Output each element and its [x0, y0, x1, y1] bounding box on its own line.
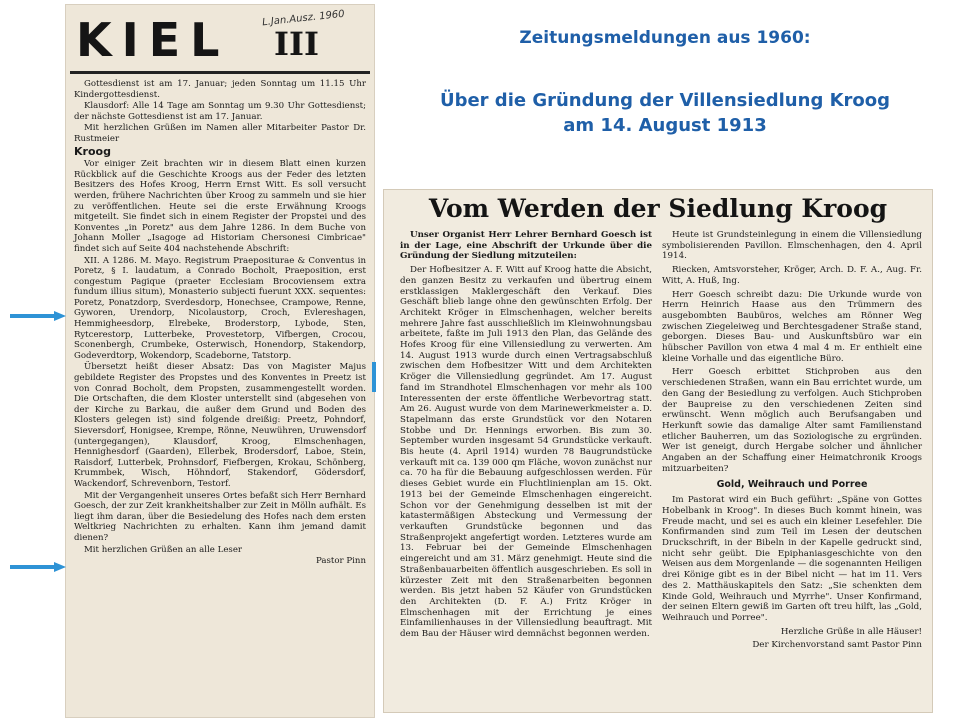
subtitle-line-2: am 14. August 1913 [563, 115, 767, 136]
paragraph: Klausdorf: Alle 14 Tage am Sonntag um 9.30 Uhr Gottesdienst; der nächste Gottesdienst ist am 17. Januar. [74, 101, 366, 122]
clipping-headline: Vom Werden der Siedlung Kroog [428, 194, 888, 223]
paragraph: Herr Goesch erbittet Stichproben aus den verschiedenen Straßen, wann ein Bau errichtet wurde, um den Gang der Besiedlung zu verfolgen. Auch Stichproben der Baupreise zu den verschiedenen Zeiten sind erwünscht. Wenn möglich auch Berufsangaben und Herkunft sowie das damalige Alter samt Familienstand etlicher Bauherren, um das Soziologische zu ergründen. Wer ist geneigt, durch Hergabe solcher und ähnlicher Angaben an der Schaffung einer Heimatchronik Kroogs mitzuarbeiten? [662, 367, 922, 474]
closing-greeting: Herzliche Grüße in alle Häuser! [780, 626, 922, 637]
paragraph: Heute ist Grundsteinlegung in einem die Villensiedlung symbolisierenden Pavillon. Elmschenhagen, den 4. April 1914. [662, 230, 922, 262]
masthead: KIEL [76, 13, 230, 67]
paragraph: Im Pastorat wird ein Buch geführt: „Späne von Gottes Hobelbank in Kroog". In dieses Buch kommt hinein, was Freude macht, und sei es auch ein kleiner Lesefehler. Die Konfirmanden sind zum Teil im Lesen der deutschen Druckschrift, in der Bibeln in der Kapelle gedruckt sind, nicht sehr geübt. Die Epiphaniasgeschichte von den Weisen aus dem Morgenlande — die sogenannten Heiligen drei Könige gibt es in der Bibel nicht — hat im 11. Vers des 2. Matthäuskapitels den Satz: „Sie schenkten dem Kinde Gold, Weihrauch und Myrrhe". Unser Konfirmand, der seinen Eltern gewiß im Garten oft treu hilft, las „Gold, Weihrauch und Porree". [662, 495, 922, 623]
signature: Pastor Pinn [316, 556, 366, 567]
newspaper-clipping-siedlung [384, 190, 932, 712]
masthead-rule [70, 71, 370, 74]
signatories: Riecken, Amtsvorsteher, Kröger, Arch. D. F. A., Aug. Fr. Witt, A. Huß, Ing. [662, 265, 922, 286]
lead-paragraph: Unser Organist Herr Lehrer Bernhard Goesch ist in der Lage, eine Abschrift der Urkunde über die Gründung der Siedlung mitzuteilen: [400, 230, 652, 262]
paragraph: Vor einiger Zeit brachten wir in diesem Blatt einen kurzen Rückblick auf die Geschichte Kroogs aus der Feder des letzten Besitzers des Hofes Kroog, Herrn Ernst Witt. Es soll versucht werden, frühere Nachrichten über Kroog zu sammeln und sie hier zu veröffentlichen. Heute sei die erste Erwähnung Kroogs mitgeteilt. Sie findet sich in einem Register der Propstei und des Konventes „in Poretz" aus dem Jahre 1286. In dem Buche von Johann Moller „Isagoge ad Historiam Chersonesi Cimbricae" findet sich auf Seite 404 nachstehende Abschrift: [74, 159, 366, 254]
handwritten-note: L.Jan.Ausz. 1960 [261, 8, 346, 29]
paragraph: Übersetzt heißt dieser Absatz: Das von Magister Majus gebildete Register des Propstes und des Konventes in Preetz ist von Conrad Bocholt, dem Propsten, zusammengestellt worden. Die Ortschaften, die dem Kloster unterstellt sind (abgesehen von der Kirche zu Barkau, die außer dem Grund und Boden des Klosters gelegen ist) sind folgende dreißig: Preetz, Pohndorf, Sieversdorf, Honigsee, Krempe, Rönne, Neuwühren, Uruwensdorf (untergegangen), Klausdorf, Kroog, Elmschenhagen, Hennighesdorf (Gaarden), Ellerbek, Brodersdorf, Laboe, Stein, Raisdorf, Lutterbek, Prohnsdorf, Fiefbergen, Krokau, Schönberg, Krummbek, Wisch, Höhndorf, Stakendorf, Gödersdorf, Wackendorf, Schrevenborn, Testorf. [74, 362, 366, 489]
paragraph: Gottesdienst ist am 17. Januar; jeden Sonntag um 11.15 Uhr Kindergottesdienst. [74, 79, 366, 100]
slide-title: Zeitungsmeldungen aus 1960: [519, 28, 811, 48]
vertical-marker [372, 362, 376, 392]
paragraph: Mit herzlichen Grüßen im Namen aller Mitarbeiter Pastor Dr. Rustmeier [74, 123, 366, 144]
clipping-body [74, 79, 366, 568]
paragraph-latin-register: XII. A 1286. M. Mayo. Registrum Praepositurae & Conventus in Poretz, § I. laudatum, a Conrado Bocholt, Praeposition, erst congestum Pagique (praeter Ecclesiam Brocoviensem extra fundum illius situm), Monasterio subjecti fuerunt XXX. sequentes: Poretz, Ponatzdorp, Sverdesdorp, Honechsee, Crampowe, Renne, Gyworen, Urendorp, Nicolaustorp, Croch, Evlereshagen, Hemmigheesdorp, Elrebeke, Broderstorp, Lybode, Sten, Rytcerestorp, Lutterbeke, Provestetorp, Vifbergen, Crocou, Sconenbergh, Crumbeke, Osterwisch, Honendorp, Stakendorp, Godeverdtorp, Wokendorp, Scadeborne, Tatstorp. [74, 255, 366, 361]
arrow-right-icon [10, 562, 66, 572]
section-heading: Gold, Weihrauch und Porree [716, 479, 868, 491]
paragraph: Mit der Vergangenheit unseres Ortes befaßt sich Herr Bernhard Goesch, der zur Zeit krankheitshalber zur Zeit in Mölln aufhält. Es liegt ihm daran, über die Besiedelung des Hofes nach dem ersten Weltkrieg Nachrichten zu erhalten. Kann ihm jemand damit dienen? [74, 490, 366, 543]
subtitle-line-1: Über die Gründung der Villensiedlung Kroog [439, 90, 891, 111]
masthead-number: III [274, 25, 319, 63]
section-heading: Kroog [74, 144, 111, 158]
arrow-right-icon [10, 311, 66, 321]
paragraph: Herr Goesch schreibt dazu: Die Urkunde wurde von Herrn Heinrich Haase aus den Trümmern des ausgebombten Baubüros, welches am Rönner Weg zwischen Ziegeleiweg und Berchtesgadener Straße stand, geborgen. Dieses Bau- und Auskunftsbüro war ein hübscher Pavillon von etwa 4 mal 4 m. Er enthielt eine kleine Vorhalle und das eigentliche Büro. [662, 289, 922, 364]
paragraph: Mit herzlichen Grüßen an alle Leser [84, 544, 243, 555]
paragraph: Der Hofbesitzer A. F. Witt auf Kroog hatte die Absicht, den ganzen Besitz zu verkaufen und übertrug einem erstklassigen Maklergeschäft den Verkauf. Dies Geschäft blieb lange ohne den gewünschten Erfolg. Der Architekt Kröger in Elmschenhagen, welcher bereits mehrere Jahre fast ausschließlich im Kleinwohnungsbau arbeitete, faßte im Juli 1913 den Plan, das Gelände des Hofes Kroog für eine Villensiedlung zu verwerten. Am 14. August 1913 wurde durch einen Vertragsabschluß zwischen dem Hofbesitzer Witt und dem Architekten Kröger die Villensiedlung gegründet. Am 17. August fand im Strandhotel Elmschenhagen vor mehr als 100 Interessenten der erste öffentliche Werbevortrag statt. Am 26. August wurde von dem Marinewerkmeister a. D. Stapelmann das erste Grundstück vor den Notaren Stobbe und Dr. Hennings erworben. Bis zum 30. September wurden insgesamt 54 Grundstücke verkauft. Bis heute (4. April 1914) wurden 78 Baugrundstücke verkauft mit ca. 139 000 qm Fläche, wovon zunächst nur ca. 70 ha für die Bebauung aufgeschlossen werden. Für dieses Gebiet wurde ein Fluchtlinienplan am 15. Okt. 1913 bei der Gemeinde Elmschenhagen eingereicht. Schon vor der Genehmigung desselben ist mit der katastermäßigen Absteckung und Vermessung der verkauften Grundstücke begonnen und das Straßenprojekt angefertigt worden. Letzteres wurde am 13. Februar bei der Gemeinde Elmschenhagen eingereicht und am 31. März genehmigt. Heute sind die Straßenbauarbeiten öffentlich ausgeschrieben. Es soll in kürzester Zeit mit den Straßenarbeiten begonnen werden. Bis jetzt haben 52 Käufer von Grundstücken den Architekten (D. F. A.) Fritz Kröger in Elmschenhagen mit der Errichtung je eines Einfamilienhauses in der Villensiedlung beauftragt. Mit dem Bau der Häuser wird demnächst begonnen werden. [400, 265, 652, 640]
newspaper-clipping-kiel [66, 5, 374, 717]
signature: Der Kirchenvorstand samt Pastor Pinn [752, 640, 922, 651]
slide-subtitle [420, 88, 910, 138]
column-left [400, 230, 652, 643]
column-right [662, 230, 922, 654]
